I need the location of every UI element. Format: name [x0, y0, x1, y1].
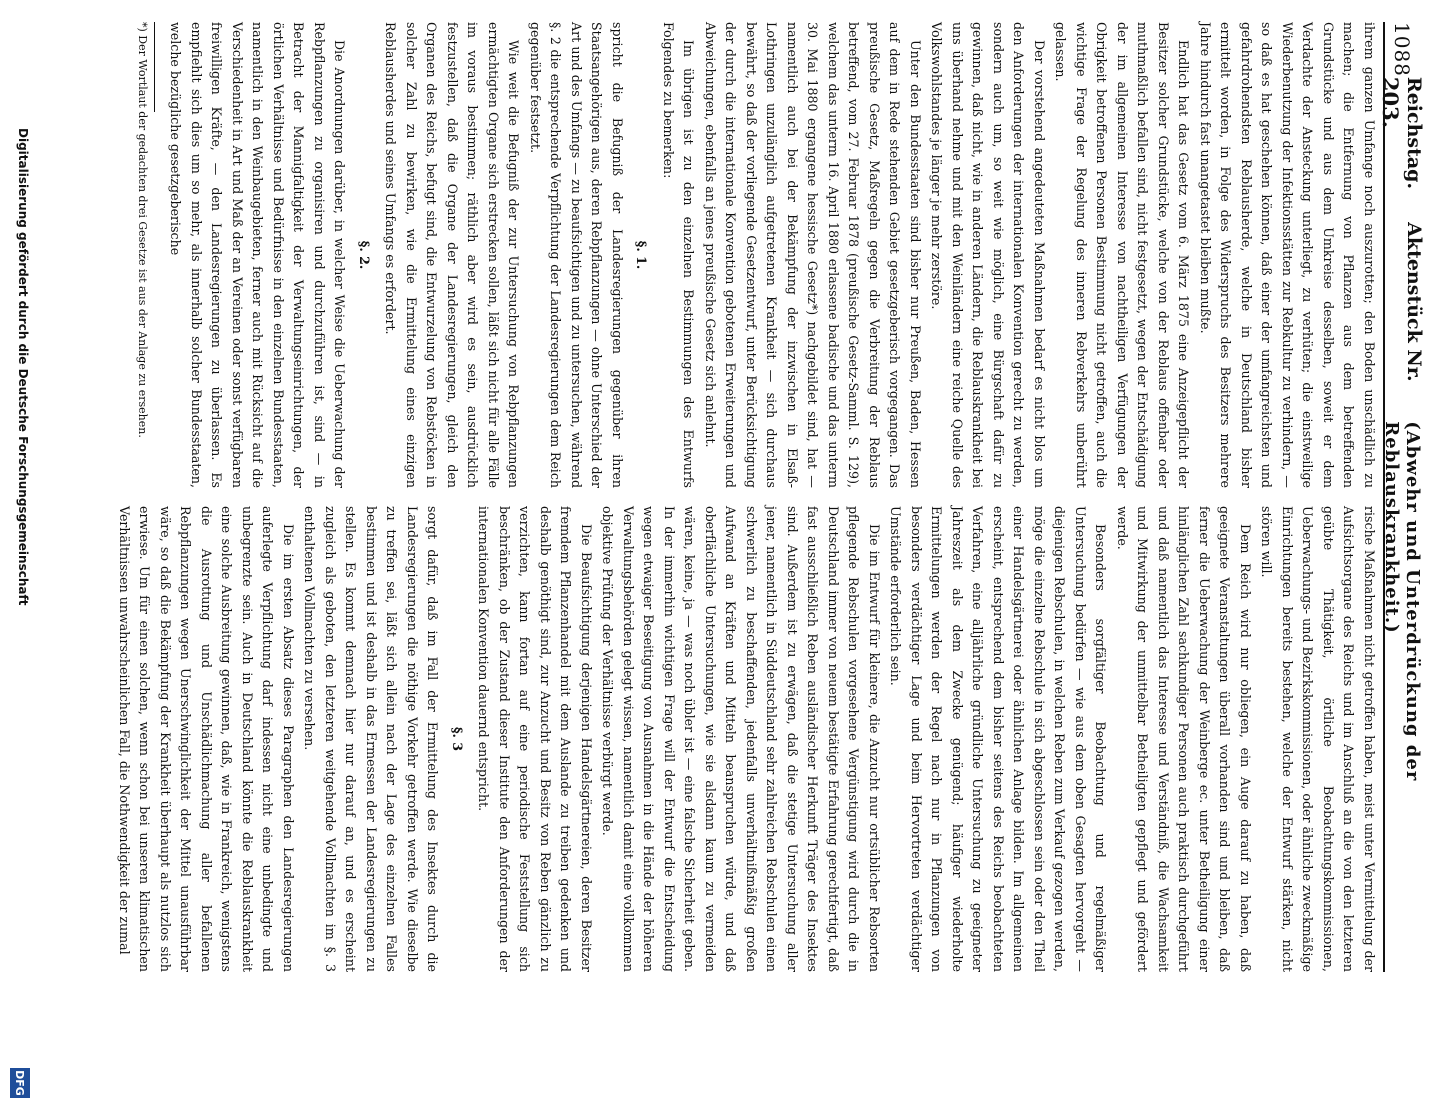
left-column — [129, 22, 1379, 488]
document-label: Aktenstück Nr. — [1403, 222, 1426, 382]
paragraph: Dem Reich wird nur obliegen, ein Auge darauf zu haben, daß geeignete Veranstaltungen überall vorhanden sind und bleiben, daß ferner die Ueberwachung der Weinberge ec. unter Betheiligung einer hinlänglichen Zahl sachkundiger Personen auch praktisch durchgeführt und daß namentlich das Interesse und Verständniß, die Wachsamkeit und Mitwirkung der unmittelbar Betheiligten gepflegt und gefördert werde. — [1115, 506, 1253, 972]
right-column — [117, 506, 1379, 972]
paragraph: Die Beaufsichtigung derjenigen Handelsgärtnereien, deren Besitzer fremdem Pflanzenhandel mit dem Auslande zu treiben gedenken und deshalb genöthigt sind, zur Anzucht und Besitz von Reben gänzlich zu verzichten, kann fortan auf eine periodische Feststellung sich beschränken, ob der Zustand dieser Institute den Anforderungen der internationalen Konvention dauernd entspricht. — [476, 506, 594, 972]
section-heading: §. 3 — [450, 726, 465, 752]
paragraph: rische Maßnahmen nicht getroffen haben, meist unter Vermittelung der Aufsichtsorgane des Reichs und im Anschluß an die von den letzteren geübte Thätigkeit, örtliche Beobachtungskommissionen, Ueberwachungs- und Bezirkskommissionen, oder ähnliche zweckmäßige Einrichtungen bereits bestehen, welche der Entwurf stärken, nicht stören will. — [1259, 506, 1377, 972]
paragraph: Wie weit die Befugniß der zur Untersuchung von Rebpflanzungen ermächtigten Organe sich erstrecken sollen, läßt sich nicht für alle Fälle im voraus bestimmen; räthlich aber wird es sein, ausdrücklich festzustellen, daß die Organe der Landesregierungen, gleich den Organen des Reichs, befugt sind, die Entwurzelung von Rebstöcken in solcher Zahl zu bewirken, wie die Ermittelung eines einzigen Reblausherdes und seines Umfangs es erfordert. — [383, 22, 522, 488]
page-number: 1088 — [1390, 22, 1414, 77]
section-heading: §. 1. — [634, 240, 650, 270]
paragraph: spricht die Befugniß der Landesregierungen gegenüber ihren Staatsangehörigen aus, deren Rebpflanzungen — ohne Unterschied der Art und des Umfangs — zu beaufsichtigen und zu untersuchen, während §. 2 die entsprechende Verpflichtung der Landesregierungen dem Reich gegenüber festsetzt. — [528, 22, 625, 488]
footnote-divider — [154, 22, 155, 112]
rotated-document-page — [13, 8, 1426, 1096]
document-number: 203. — [1378, 76, 1404, 129]
paragraph: sorgt dafür, daß im Fall der Ermittelung des Insektes durch die Landesregierungen die nöthige Vorkehr getroffen werde. Wie dieselbe zu treffen sei, läßt sich allein nach der Lage des einzelnen Falles bestimmen und ist deshalb in das Ermessen der Landesregierungen zu stellen. Es kommt demnach hier nur darauf an, und es erscheint zugleich als geboten, den letzteren weitgehende Vollmachten im §. 3 enthaltenen Vollmachten zu versehen. — [302, 506, 441, 972]
text-columns — [117, 22, 1379, 972]
paragraph: ihrem ganzen Umfange noch auszurotten; den Boden unschädlich zu machen; die Entfernung von Pflanzen aus dem betreffenden Grundstücke und aus dem Umkreise desselben, soweit er dem Verdachte der Ansteckung unterliegt, zu verhüten; die einstweilige Wiederbenutzung der Infektionsstätten zur Rebkultur zu verhindern, — so daß es hat geschehen können, daß einer der umfangreichsten und gefahrdrohendsten Reblausherde, welche in Deutschland bisher ermittelt worden, in Folge des Widerspruchs des Besitzers mehrere Jahre hindurch fast unangetastet bleiben mußte. — [1198, 22, 1377, 488]
digitization-credit: Digitalisierung gefördert durch die Deutsche Forschungsgemeinschaft — [16, 128, 30, 606]
paragraph: Unter den Bundesstaaten sind bisher nur Preußen, Baden, Hessen auf dem in Rede stehenden Gebiet gesetzgeberisch vorgegangen. Das preußische Gesetz, Maßregeln gegen die Verbreitung der Reblaus betreffend, vom 27. Februar 1878 (preußische Gesetz-Samml. S. 129), welchem das unterm 16. April 1880 erlassene badische und das unterm 30. Mai 1880 ergangene hessische Gesetz*) nachgebildet sind, hat — namentlich auch bei der Bekämpfung der inzwischen in Elsaß-Lothringen unzulänglich aufgetretenen Krankheit — sich durchaus bewährt, so daß der vorliegende Gesetzentwurf, unter Berücksichtigung der durch die internationale Konvention gebotenen Erweiterungen und Abweichungen, ebenfalls an jenes preußische Gesetz sich anlehnt. — [703, 22, 923, 488]
running-title — [1379, 77, 1426, 421]
paragraph: Die Anordnungen darüber, in welcher Weise die Ueberwachung der Rebpflanzungen zu organisiren und durchzuführen ist, sind — in Betracht der Mannigfaltigkeit der Verwaltungseinrichtungen, der örtlichen Verhältnisse und Bedürfnisse in den einzelnen Bundesstaaten, namentlich in den Weinbaugebieten, ferner auch mit Rücksicht auf die Verschiedenheit in Art und Maß der an Vereinen oder sonst verfügbaren freiwilligen Kräfte, — den Landesregierungen zu überlassen. Es empfiehlt sich dies um so mehr, als innerhalb solcher Bundesstaaten, welche bezügliche gesetzgeberische — [168, 22, 348, 488]
section-heading: §. 2. — [357, 240, 372, 270]
footnote: *) Der Wortlaut der gedachten drei Gesetze ist aus der Anlage zu ersehen. — [136, 22, 149, 438]
paragraph: Die im Entwurf für kleinere, die Anzucht nur ortsüblicher Rebsorten pflegende Rebschulen vorgesehene Vergünstigung wird durch die in Deutschland immer von neuem bestätigte Erfahrung gerechtfertigt, daß fast ausschließlich Reben ausländischer Herkunft Träger des Insektes sind. Außerdem ist zu erwägen, daß die stetige Untersuchung aller jener, namentlich in Süddeutschland sehr zahlreichen Rebschulen einen schwerlich zu beschaffenden, jedenfalls unverhältnißmäßig großen Aufwand an Kräften und Mitteln beanspruchen würde, und daß oberflächliche Untersuchungen, wie sie alsdann kaum zu vermeiden wären, keine, ja — was noch übler ist — eine falsche Sicherheit geben. In der immerhin wichtigen Frage will der Entwurf die Entscheidung wegen etwaiger Beseitigung von Ausnahmen in die Hände der höheren Verwaltungsbehörden gelegt wissen, namentlich damit eine vollkommen objektive Prüfung der Verhältnisse verbürgt werde. — [600, 506, 882, 972]
chamber-name: Reichstag. — [1403, 76, 1426, 190]
paragraph: Besonders sorgfältiger Beobachtung und regelmäßiger Untersuchung bedürfen — wie aus dem oben Gesagten hervorgeht — diejenigen Rebschulen, in welchen Reben zum Verkauf gezogen werden, möge die einzelne Rebschule in sich abgeschlossen sein oder den Theil einer Handelsgärtnerei oder ähnlichen Anlage bilden. Im allgemeinen erscheint, entsprechend dem bisher seitens des Reichs beobachteten Verfahren, eine alljährliche gründliche Untersuchung zu geeigneter Jahreszeit als dem Zwecke genügend; häufiger wiederholte Ermittelungen werden der Regel nach nur in Pflanzungen von besonders verdächtiger Lage und beim Hervortreten verdächtiger Umstände erforderlich sein. — [888, 506, 1109, 972]
page-header — [1378, 22, 1426, 972]
paragraph: Im übrigen ist zu den einzelnen Bestimmungen des Entwurfs Folgendes zu bemerken: — [661, 22, 697, 488]
paragraph: Die im ersten Absatz dieses Paragraphen den Landesregierungen auferlegte Verpflichtung darf indessen nicht eine unbedingte und unbegrenzte sein. Auch in Deutschland könnte die Reblauskrankheit eine solche Ausbreitung gewinnen, daß, wie in Frankreich, wenigstens die Ausrottung und Unschädlichmachung aller befallenen Rebpflanzungen wegen Unerschwinglichkeit der Mittel unausführbar wäre, so daß die Bekämpfung der Krankheit überhaupt als nutzlos sich erwiese. Um für einen solchen, wenn schon bei unseren klimatischen Verhältnissen unwahrscheinlichen Fall, die Nothwendigkeit der zumal — [117, 506, 296, 972]
dfg-logo: DFG — [10, 1068, 30, 1098]
paragraph: Endlich hat das Gesetz vom 6. März 1875 eine Anzeigepflicht der Besitzer solcher Grundstücke, welche von der Reblaus offenbar oder muthmaßlich befallen sind, nicht festgesetzt, wegen der Entschädigung der im allgemeinen Interesse von nachtheiligen Verfügungen der Obrigkeit betroffenen Personen Bestimmung nicht getroffen, auch die wichtige Frage der Regelung des inneren Rebverkehrs unberührt gelassen. — [1053, 22, 1192, 488]
document-subject: (Abwehr und Unterdrückung der Reblauskrankheit.) — [1381, 421, 1423, 782]
paragraph: Der vorstehend angedeuteten Maßnahmen bedarf es nicht blos um den Anforderungen der internationalen Konvention gerecht zu werden, sondern auch um, so weit wie möglich, eine Bürgschaft dafür zu gewinnen, daß nicht, wie in anderen Ländern, die Reblauskrankheit bei uns überhand nehme und mit den Weinländern eine reiche Quelle des Volkswohlstandes je länger je mehr zerstöre. — [929, 22, 1047, 488]
